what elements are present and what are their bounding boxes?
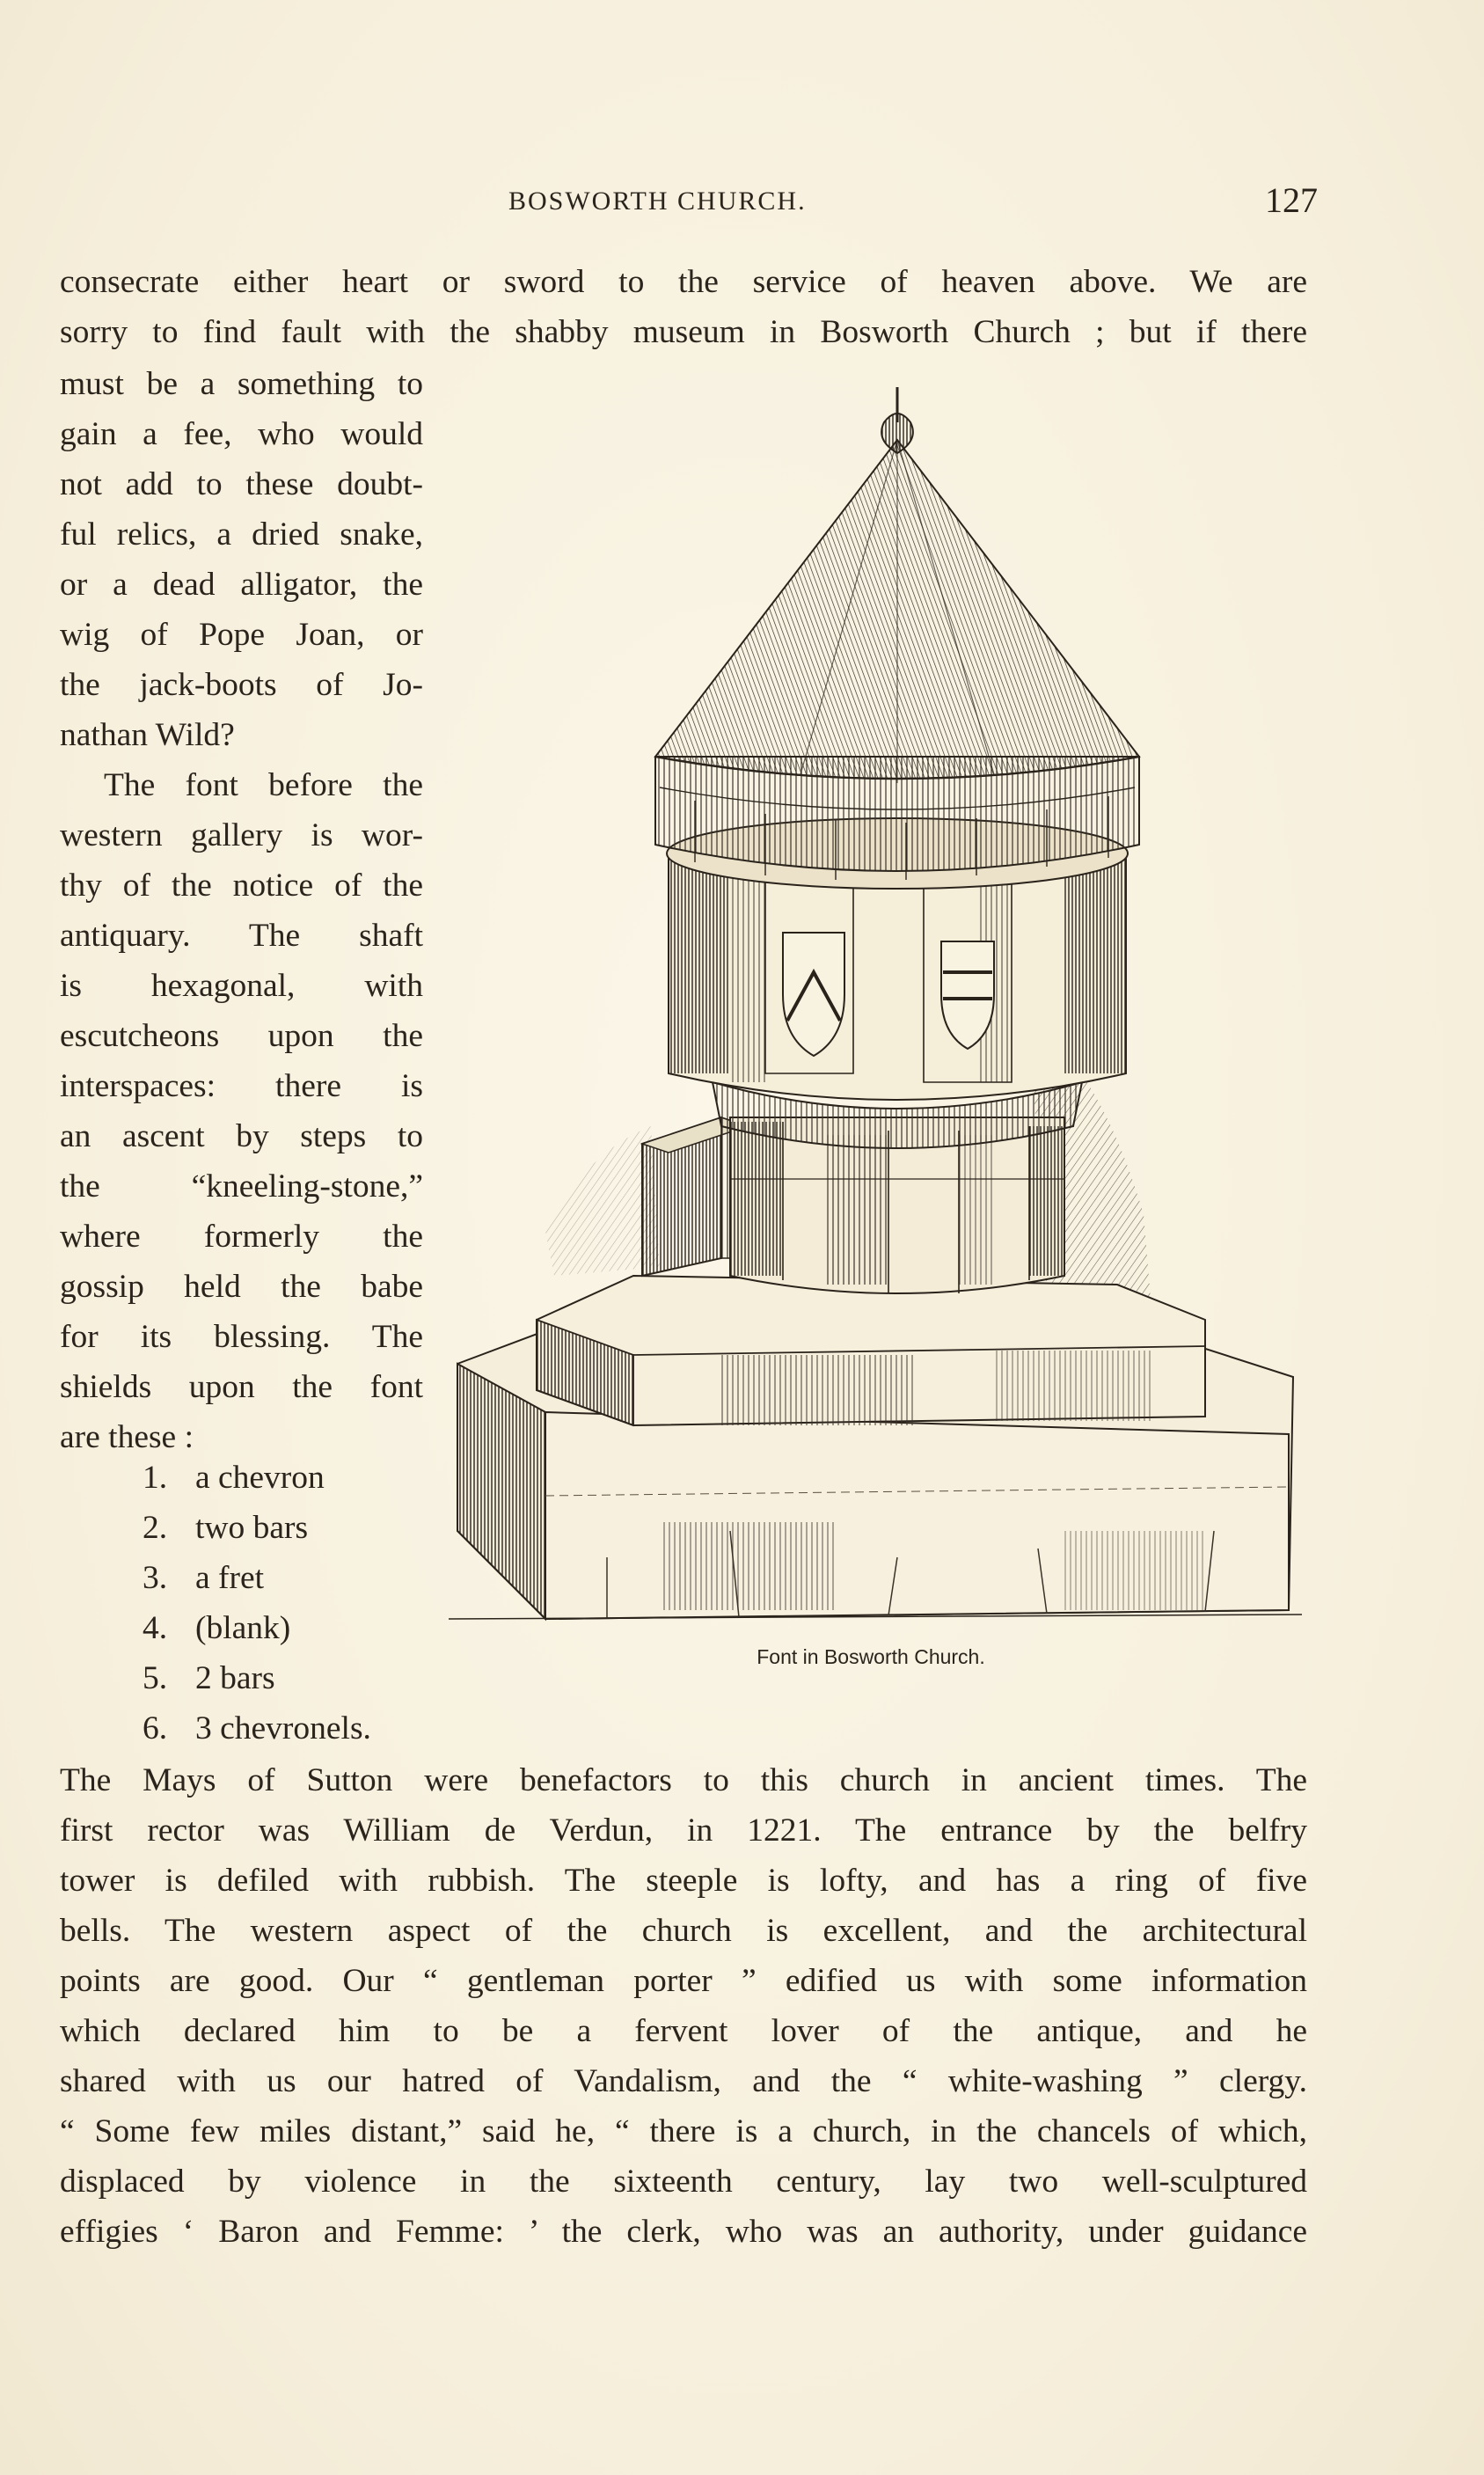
list-number: 1. [143,1460,168,1496]
list-number: 3. [143,1560,168,1596]
shield-list [143,1453,371,1754]
list-text: two bars [195,1510,309,1546]
text-line: bells. The western aspect of the church is excellent, and the architectural [60,1913,1307,1949]
text-line: shared with us our hatred of Vandalism, and the “ white-washing ” clergy. [60,2063,1307,2099]
text-line: wig of Pope Joan, or [60,617,423,653]
text-line: are these : [60,1419,194,1455]
list-text: 3 chevronels. [195,1710,371,1746]
list-number: 5. [143,1660,168,1696]
list-number: 6. [143,1710,168,1746]
canopy-roof [655,440,1139,783]
font-illustration [431,387,1311,1668]
text-line: escutcheons upon the [60,1018,423,1054]
text-line: ful relics, a dried snake, [60,516,423,553]
list-item [143,1503,371,1553]
running-head [60,176,1318,229]
text-line: thy of the notice of the [60,868,423,904]
list-item [143,1703,371,1754]
finial [881,387,913,453]
text-line: points are good. Our “ gentleman porter ” edified us with some information [60,1963,1307,1999]
text-line: shields upon the font [60,1369,423,1405]
text-line: where formerly the [60,1219,423,1255]
text-line: the jack-boots of Jo- [60,667,423,703]
font-engraving [431,387,1311,1637]
text-line: not add to these doubt- [60,466,423,502]
text-line: tower is defiled with rubbish. The steeple is lofty, and has a ring of five [60,1863,1307,1899]
text-line: must be a something to [60,366,423,402]
list-item [143,1653,371,1703]
list-item [143,1553,371,1603]
running-title: BOSWORTH CHURCH. [508,187,807,216]
text-line: nathan Wild? [60,717,235,753]
top-paragraph [60,257,1307,357]
text-line: The Mays of Sutton were benefactors to this church in ancient times. The [60,1762,1307,1798]
list-text: 2 bars [195,1660,275,1696]
text-line: which declared him to be a fervent lover of the antique, and he [60,2013,1307,2049]
figure-caption: Font in Bosworth Church. [757,1645,985,1668]
text-line: gossip held the babe [60,1269,423,1305]
list-item [143,1603,371,1653]
list-text: a chevron [195,1460,325,1496]
list-item [143,1453,371,1503]
text-line: interspaces: there is [60,1068,423,1104]
bottom-paragraph [60,1755,1307,2257]
column-paragraphs [60,359,423,1462]
text-line: effigies ‘ Baron and Femme: ’ the clerk, who was an authority, under guidance [60,2214,1307,2250]
text-line: is hexagonal, with [60,968,423,1004]
text-line: an ascent by steps to [60,1118,423,1154]
list-text: (blank) [195,1610,291,1646]
text-line: the “kneeling-stone,” [60,1168,423,1205]
text-line: or a dead alligator, the [60,567,423,603]
text-line: The font before the [104,767,423,803]
text-line: for its blessing. The [60,1319,423,1355]
text-line: consecrate either heart or sword to the service of heaven above. We are [60,264,1307,300]
text-line: western gallery is wor- [60,817,423,853]
text-line: gain a fee, who would [60,416,423,452]
text-line: antiquary. The shaft [60,918,423,954]
page-number: 127 [1265,180,1318,220]
text-line: “ Some few miles distant,” said he, “ there is a church, in the chancels of which, [60,2113,1307,2149]
list-text: a fret [195,1560,265,1596]
text-line: displaced by violence in the sixteenth century, lay two well-sculptured [60,2164,1307,2200]
middle-step [537,1276,1205,1425]
text-line: sorry to find fault with the shabby museum in Bosworth Church ; but if there [60,314,1307,350]
list-number: 4. [143,1610,168,1646]
list-number: 2. [143,1510,168,1546]
text-line: first rector was William de Verdun, in 1221. The entrance by the belfry [60,1812,1307,1849]
